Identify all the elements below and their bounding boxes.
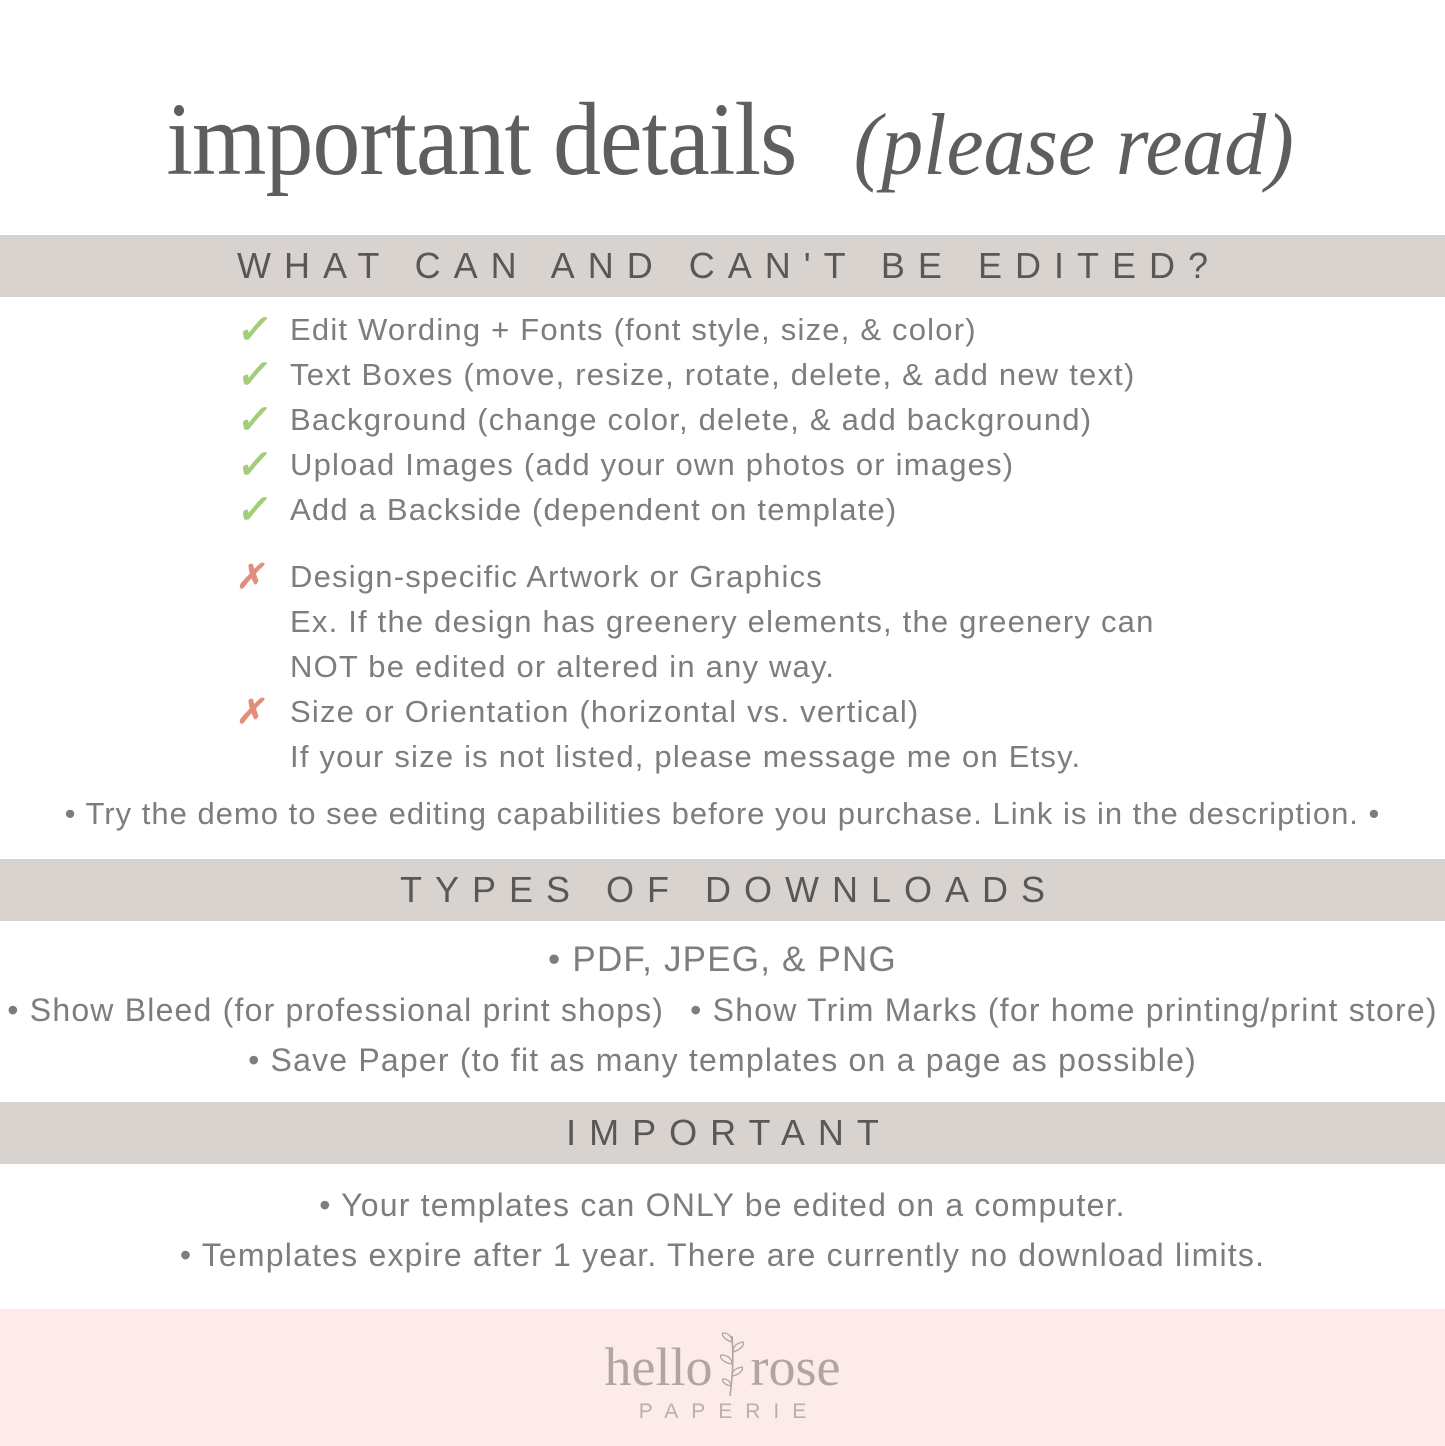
- brand-name-hello: hello: [604, 1336, 713, 1397]
- cannot-edit-list: [0, 554, 1445, 779]
- cannot-edit-note: Ex. If the design has greenery elements, the greenery can: [290, 603, 1155, 639]
- list-item-note: [0, 734, 1445, 779]
- list-item: [0, 442, 1445, 487]
- cannot-edit-item-label: Size or Orientation (horizontal vs. vertical): [290, 693, 920, 729]
- list-item-note: [0, 599, 1445, 644]
- section-header-important: [0, 1102, 1445, 1164]
- downloads-trim-label: • Show Trim Marks (for home printing/print store): [690, 991, 1438, 1028]
- section-header-important-label: IMPORTANT: [566, 1112, 892, 1153]
- section-header-editing: [0, 235, 1445, 297]
- can-edit-list: [0, 297, 1445, 532]
- downloads-line: [0, 1035, 1445, 1085]
- important-list: [0, 1164, 1445, 1280]
- cross-icon: ✗: [234, 692, 272, 731]
- demo-footnote-label: • Try the demo to see editing capabilities before you purchase. Link is in the description. •: [64, 796, 1381, 831]
- can-edit-item-label: Add a Backside (dependent on template): [290, 491, 898, 527]
- can-edit-item-label: Edit Wording + Fonts (font style, size, & color): [290, 311, 977, 347]
- downloads-bleed-label: • Show Bleed (for professional print shops): [7, 991, 665, 1028]
- can-edit-item-label: Upload Images (add your own photos or images): [290, 446, 1015, 482]
- sprig-branch-icon: [715, 1332, 749, 1398]
- footer-brand-area: [0, 1309, 1445, 1446]
- downloads-list: [0, 921, 1445, 1085]
- list-item: [0, 689, 1445, 734]
- checkmark-icon: ✓: [234, 487, 276, 532]
- list-item: [0, 352, 1445, 397]
- page-title-main: important details: [166, 82, 797, 197]
- downloads-save-paper-label: • Save Paper (to fit as many templates on a page as possible): [248, 1041, 1197, 1078]
- important-line: [0, 1180, 1445, 1230]
- brand-logo: [604, 1332, 841, 1397]
- list-item: [0, 397, 1445, 442]
- cross-icon: ✗: [234, 557, 272, 596]
- cannot-edit-note: If your size is not listed, please message me on Etsy.: [290, 738, 1082, 774]
- section-header-downloads: [0, 859, 1445, 921]
- demo-footnote: [0, 791, 1445, 837]
- important-computer-label: • Your templates can ONLY be edited on a computer.: [319, 1186, 1126, 1223]
- section-header-downloads-label: TYPES OF DOWNLOADS: [399, 869, 1059, 910]
- cannot-edit-note: NOT be edited or altered in any way.: [290, 648, 836, 684]
- list-item: [0, 554, 1445, 599]
- downloads-line: [0, 985, 1445, 1035]
- checkmark-icon: ✓: [234, 442, 276, 487]
- section-header-editing-label: WHAT CAN AND CAN'T BE EDITED?: [237, 245, 1221, 286]
- page-title: [0, 0, 1445, 235]
- checkmark-icon: ✓: [234, 397, 276, 442]
- downloads-formats-label: • PDF, JPEG, & PNG: [548, 940, 897, 979]
- list-item: [0, 307, 1445, 352]
- cannot-edit-item-label: Design-specific Artwork or Graphics: [290, 558, 823, 594]
- brand-name-rose: rose: [750, 1336, 841, 1397]
- important-expire-label: • Templates expire after 1 year. There are currently no download limits.: [179, 1236, 1266, 1273]
- can-edit-item-label: Text Boxes (move, resize, rotate, delete, & add new text): [290, 356, 1136, 392]
- list-item: [0, 487, 1445, 532]
- checkmark-icon: ✓: [234, 307, 276, 352]
- important-line: [0, 1230, 1445, 1280]
- list-item-note: [0, 644, 1445, 689]
- checkmark-icon: ✓: [234, 352, 276, 397]
- page-title-note: (please read): [854, 97, 1295, 194]
- brand-subtitle: PAPERIE: [638, 1399, 820, 1423]
- downloads-line: [0, 935, 1445, 985]
- can-edit-item-label: Background (change color, delete, & add background): [290, 401, 1093, 437]
